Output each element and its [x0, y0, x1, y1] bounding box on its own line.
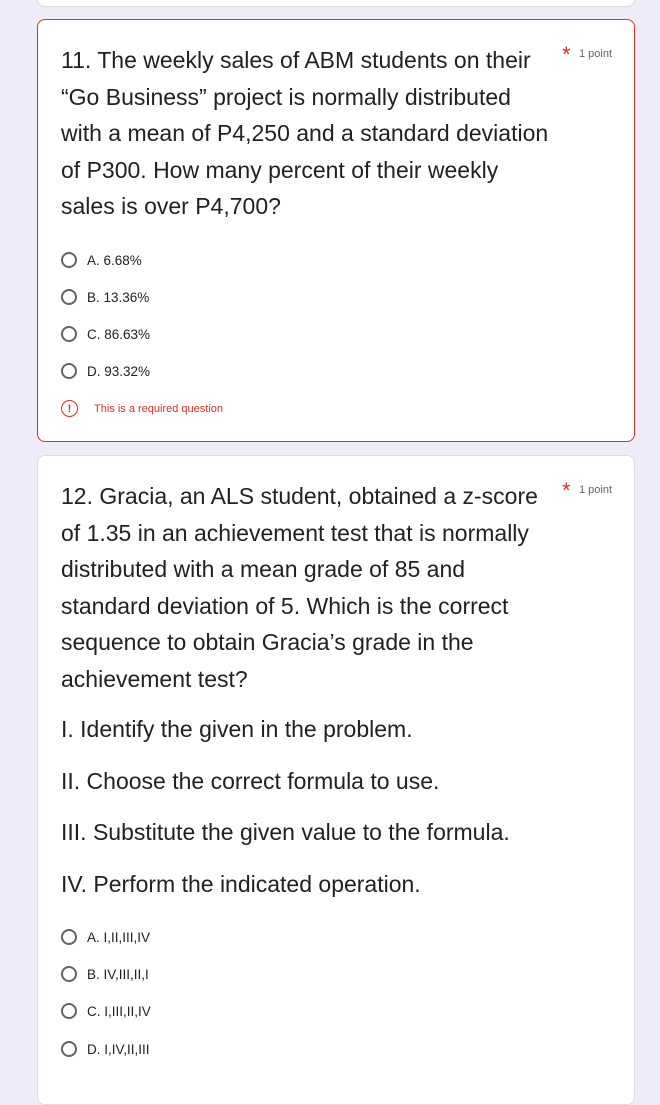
- option-label: D. 93.32%: [87, 363, 151, 379]
- required-asterisk: *: [562, 42, 571, 67]
- option-label: B. 13.36%: [87, 289, 150, 305]
- step-1: I. Identify the given in the problem.: [61, 716, 413, 742]
- option-label: B. IV,III,II,I: [87, 966, 149, 982]
- required-error: [61, 400, 223, 417]
- option-c[interactable]: [61, 321, 150, 347]
- step-2: II. Choose the correct formula to use.: [61, 768, 440, 794]
- option-a[interactable]: [61, 247, 142, 273]
- option-label: A. I,II,III,IV: [87, 929, 151, 945]
- question-card-11: [37, 19, 635, 442]
- option-label: D. I,IV,II,III: [87, 1041, 150, 1057]
- option-b[interactable]: [61, 961, 149, 987]
- step-3: III. Substitute the given value to the formula.: [61, 819, 510, 845]
- radio-button[interactable]: [61, 326, 77, 342]
- step-4: IV. Perform the indicated operation.: [61, 871, 421, 897]
- previous-question-card: [37, 0, 635, 7]
- required-asterisk: *: [562, 478, 571, 503]
- option-label: C. I,III,II,IV: [87, 1003, 151, 1019]
- radio-button[interactable]: [61, 1003, 77, 1019]
- radio-button[interactable]: [61, 363, 77, 379]
- radio-button[interactable]: [61, 1041, 77, 1057]
- points-label: 1 point: [579, 484, 613, 496]
- option-a[interactable]: [61, 924, 150, 950]
- option-d[interactable]: [61, 358, 150, 384]
- option-label: A. 6.68%: [87, 252, 142, 268]
- points-label: 1 point: [579, 48, 613, 60]
- error-message: This is a required question: [94, 402, 224, 415]
- option-c[interactable]: [61, 998, 151, 1024]
- option-d[interactable]: [61, 1036, 150, 1062]
- radio-button[interactable]: [61, 252, 77, 268]
- error-icon: !: [61, 400, 78, 417]
- radio-button[interactable]: [61, 966, 77, 982]
- question-title: 11. The weekly sales of ABM students on their “Go Business” project is normally distributed with a mean of P4,250 and a standard deviation of P300. How many percent of their weekly sales is over P4,700?: [61, 47, 549, 219]
- option-label: C. 86.63%: [87, 326, 151, 342]
- question-card-12: [37, 455, 635, 1105]
- option-b[interactable]: [61, 284, 149, 310]
- question-title: 12. Gracia, an ALS student, obtained a z-score of 1.35 in an achievement test that is normally distributed with a mean grade of 85 and standard deviation of 5. Which is the correct sequence to obtain Gracia’s grade in the achievement test?: [61, 483, 538, 692]
- radio-button[interactable]: [61, 289, 77, 305]
- radio-button[interactable]: [61, 929, 77, 945]
